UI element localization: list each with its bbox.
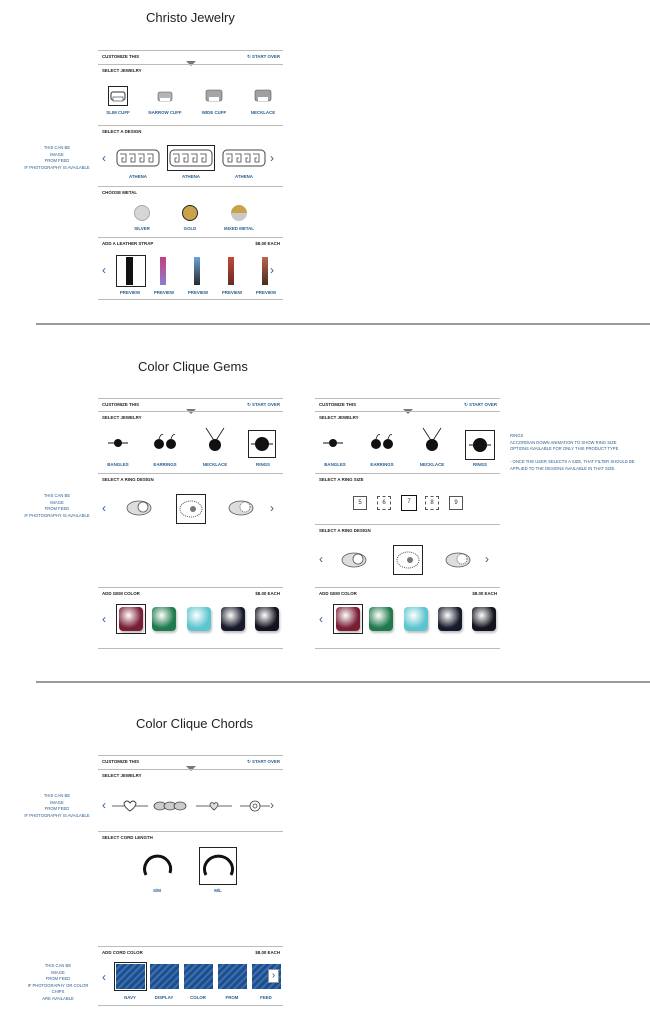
feed-note-cord-colors: THIS CAN BE IMAGE FROM FEED IF PHOTOGRAPHY OR COLOR CHIPS ARE AVAILABLE [27,963,89,1001]
jewelry-label: NECKLACE [202,462,228,467]
feed-note-gems: THIS CAN BE IMAGE FROM FEED IF PHOTOGRAPHY IS AVAILABLE [24,493,90,518]
jewelry-label: NECKLACE [419,462,445,467]
design-label: ATHENA [182,174,200,179]
slim-cuff-icon [111,92,125,102]
ring-size-9[interactable]: 9 [449,496,463,510]
section-title-gems: Color Clique Gems [138,359,248,374]
strap-pink[interactable] [160,257,166,285]
ring-design-3[interactable] [228,499,254,517]
chevron-right-icon[interactable]: › [270,151,274,165]
ring-design-1[interactable] [341,551,367,569]
wide-cuff-icon[interactable] [206,90,222,102]
athena-bracelet-1[interactable] [116,148,160,168]
jewelry-label: SLIM CUFF [106,110,130,115]
customize-header: CUSTOMIZE THIS ↻ START OVER [98,398,283,409]
jewelry-label: RINGS [473,462,487,467]
chevron-left-icon[interactable]: ‹ [102,612,106,626]
mixed-metal-swatch[interactable] [231,205,247,221]
start-over-button[interactable]: ↻ START OVER [247,402,280,407]
ring-size-8[interactable]: 8 [425,496,439,510]
gold-swatch[interactable] [182,205,198,221]
gem-swatch [119,607,143,631]
heart-chord-bracelet[interactable] [112,799,148,813]
ring-design-2 [395,550,421,570]
chevron-left-icon[interactable]: ‹ [102,151,106,165]
jewelry-label: BANGLES [107,462,129,467]
cord-sm-icon[interactable] [140,851,174,881]
ring-icon [469,437,491,453]
gem-swatch[interactable] [152,607,176,631]
chevron-right-icon[interactable]: › [270,798,274,812]
strap-red[interactable] [228,257,234,285]
cord-notch [188,942,194,945]
cord-label: NAVY [124,995,136,1000]
add-strap-header: ADD A LEATHER STRAP $8.00 EACH [98,237,283,248]
gems-customizer [98,398,283,649]
cord-label: FROM [225,995,239,1000]
jewelry-label: EARRINGS [370,462,394,467]
jewelry-label: NARROW CUFF [148,110,182,115]
choose-metal-header: CHOOSE METAL [98,186,283,197]
section-title-chords: Color Clique Chords [136,716,254,731]
gem-swatch[interactable] [187,607,211,631]
add-gem-header: ADD GEM COLOR $8.00 EACH [315,587,500,598]
feed-note-chords: THIS CAN BE IMAGE FROM FEED IF PHOTOGRAPHY IS AVAILABLE [24,793,90,818]
chevron-left-icon[interactable]: ‹ [102,970,106,984]
bangle-icon[interactable] [108,436,128,450]
jewelry-label: RINGS [256,462,270,467]
customize-header: CUSTOMIZE THIS ↻ START OVER [98,755,283,766]
chevron-right-icon[interactable]: › [270,501,274,515]
rings-note: RINGS ACCORDIAN DOWN ANIMATION TO SHOW RING SIZE OPTIONS AVAILABLE FOR ONLY THIS PRODUCT TYPE - ONCE THE USER SELECTS A SIZE, THAT FILTER SHOULD BE APPLIED TO THE DESIGNS AVAILABLE IN THAT SIZE. [510,433,635,471]
start-over-button[interactable]: ↻ START OVER [247,54,280,59]
ring-size-6[interactable]: 6 [377,496,391,510]
add-gem-header: ADD GEM COLOR $8.00 EACH [98,587,283,598]
jewelry-label: NECKLACE [250,110,276,115]
preview-link[interactable]: PREVIEW [119,290,141,295]
metal-label: MIXED METAL [224,226,254,231]
select-jewelry-header: SELECT JEWELRY [315,411,500,422]
narrow-cuff-icon[interactable] [158,92,172,102]
select-jewelry-header: SELECT JEWELRY [98,769,283,780]
select-design-header: SELECT A DESIGN [98,125,283,136]
cord-label: DISPLAY [154,995,174,1000]
preview-link[interactable]: PREVIEW [255,290,277,295]
athena-bracelet-2 [169,148,213,168]
strap-brown[interactable] [262,257,268,285]
section-title-christo: Christo Jewelry [146,10,235,25]
necklace-cuff-icon[interactable] [255,90,271,102]
cord-swatch[interactable] [150,964,179,989]
add-cord-header: ADD CORD COLOR $8.00 EACH [98,946,283,957]
chevron-left-icon[interactable]: ‹ [319,612,323,626]
gem-swatch[interactable] [438,607,462,631]
select-jewelry-header: SELECT JEWELRY [98,64,283,75]
chevron-left-icon[interactable]: ‹ [102,798,106,812]
christo-customizer [98,50,283,300]
design-label: ATHENA [235,174,253,179]
section-divider [36,681,650,683]
athena-bracelet-3[interactable] [222,148,266,168]
select-ring-size-header: SELECT A RING SIZE [315,473,500,484]
necklace-icon[interactable] [421,428,443,452]
jewelry-label: EARRINGS [153,462,177,467]
bangle-icon[interactable] [323,436,343,450]
chevron-right-icon[interactable]: › [485,552,489,566]
section-divider [36,323,650,325]
cord-swatch [116,964,145,989]
gem-swatch [336,607,360,631]
metal-label: SILVER [134,226,150,231]
select-jewelry-header: SELECT JEWELRY [98,411,283,422]
chevron-left-icon[interactable]: ‹ [319,552,323,566]
jewelry-label: WIDE CUFF [201,110,227,115]
gem-swatch[interactable] [404,607,428,631]
gem-swatch[interactable] [255,607,279,631]
cord-swatch[interactable] [218,964,247,989]
select-cord-header: SELECT CORD LENGTH [98,831,283,842]
cord-swatch[interactable] [184,964,213,989]
feed-note-christo: THIS CAN BE IMAGE FROM FEED IF PHOTOGRAPHY IS AVAILABLE [24,145,90,170]
jewelry-label: BANGLES [324,462,346,467]
customize-header: CUSTOMIZE THIS ↻ START OVER [315,398,500,409]
strap-black [126,257,133,285]
preview-link[interactable]: PREVIEW [187,290,209,295]
earrings-icon[interactable] [370,432,394,450]
cord-ml-icon [201,851,235,881]
gem-swatch[interactable] [221,607,245,631]
cord-length-label: S/M [153,888,161,893]
link-chord-bracelet[interactable] [152,800,188,812]
strap-blue[interactable] [194,257,200,285]
cord-label: FEED [260,995,272,1000]
metal-label: GOLD [183,226,197,231]
necklace-icon[interactable] [204,428,226,452]
select-ring-design-header: SELECT A RING DESIGN [98,473,283,484]
ring-design-1[interactable] [126,499,152,517]
preview-link[interactable]: PREVIEW [221,290,243,295]
chevron-right-icon[interactable]: › [268,969,279,983]
cord-label: COLOR [190,995,206,1000]
spiral-chord-bracelet[interactable] [240,799,270,813]
ring-size-5[interactable]: 5 [353,496,367,510]
ring-design-3[interactable] [445,551,471,569]
earrings-icon[interactable] [153,432,177,450]
ring-icon [251,436,273,452]
heart-pendant-chord-bracelet[interactable] [196,800,232,812]
chevron-left-icon[interactable]: ‹ [102,263,106,277]
ring-size-7[interactable]: 7 [401,495,417,511]
silver-swatch[interactable] [134,205,150,221]
chords-customizer [98,755,283,1006]
gem-swatch[interactable] [369,607,393,631]
preview-link[interactable]: PREVIEW [153,290,175,295]
select-ring-design-header: SELECT A RING DESIGN [315,524,500,535]
gem-swatch[interactable] [472,607,496,631]
design-label: ATHENA [129,174,147,179]
start-over-button[interactable]: ↻ START OVER [464,402,497,407]
chevron-right-icon[interactable]: › [270,263,274,277]
customize-header: CUSTOMIZE THIS ↻ START OVER [98,50,283,61]
start-over-button[interactable]: ↻ START OVER [247,759,280,764]
ring-design-2 [178,499,204,519]
cord-length-label: M/L [214,888,222,893]
gems-customizer-ring-size [315,398,500,649]
chevron-left-icon[interactable]: ‹ [102,501,106,515]
